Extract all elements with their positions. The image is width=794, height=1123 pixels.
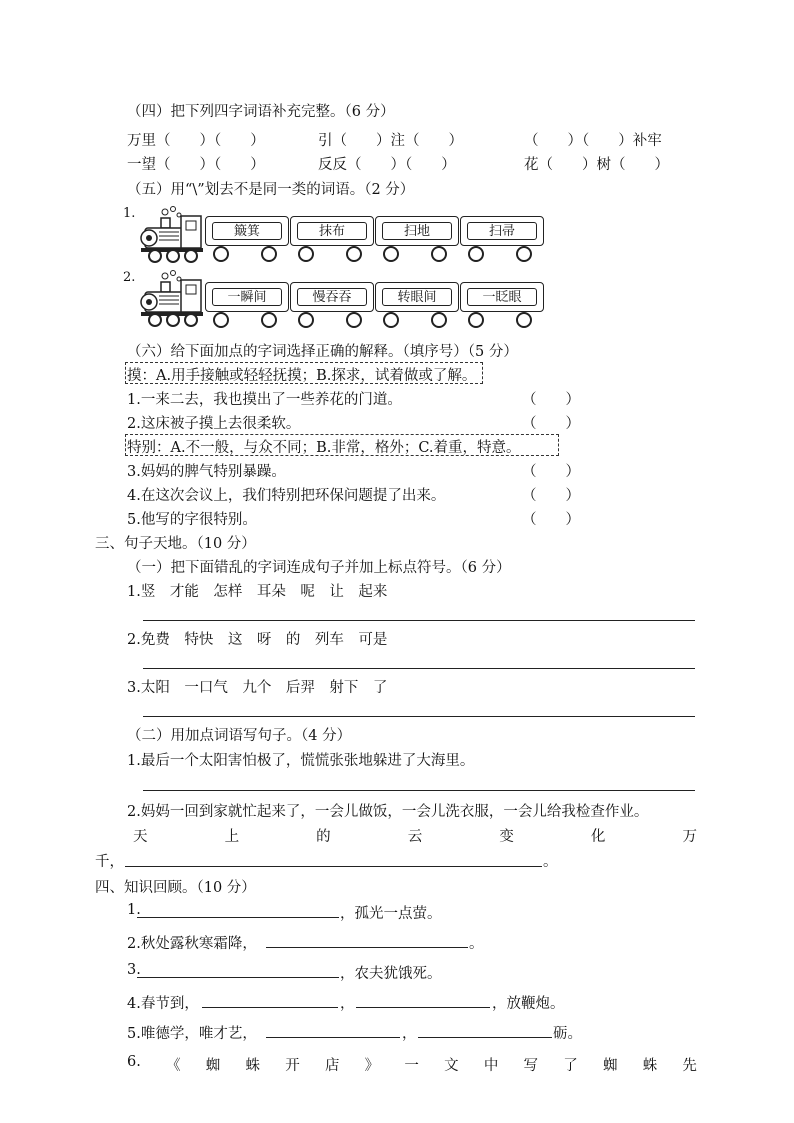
blank-k1[interactable]	[137, 917, 339, 918]
knowledge-1-tail: ，孤光一点萤。	[340, 906, 442, 922]
knowledge-2-head: 2.秋处露秋寒霜降，	[127, 936, 257, 952]
example-2-end: 。	[543, 854, 558, 870]
question-5: 5.他写的字很特别。	[127, 512, 257, 528]
train2-car-4: 一眨眼	[460, 282, 544, 312]
idiom-6: 花（ ）树（ ）	[524, 157, 669, 173]
example-1: 1.最后一个太阳害怕极了，慌慌张张地躲进了大海里。	[127, 753, 475, 769]
wheel	[213, 312, 229, 328]
wheel	[516, 312, 532, 328]
train1-car-2: 抹布	[290, 216, 374, 246]
wheel	[213, 246, 229, 262]
wheel	[261, 312, 277, 328]
wheel	[298, 246, 314, 262]
knowledge-1-num: 1.	[127, 902, 141, 918]
answer-line-5[interactable]	[125, 866, 542, 867]
example-2-continue: 千，	[95, 854, 124, 870]
wheel	[298, 312, 314, 328]
wheel	[383, 312, 399, 328]
idiom-1: 万里（ ）（ ）	[127, 133, 265, 149]
wheel	[468, 312, 484, 328]
wheel	[346, 246, 362, 262]
wheel	[516, 246, 532, 262]
knowledge-3-tail: ，农夫犹饿死。	[340, 966, 442, 982]
example-2-sentence-start: 天 上 的 云 变 化 万	[133, 829, 697, 845]
train2-car-1: 一瞬间	[205, 282, 289, 312]
knowledge-6: 6. 《 蜘 蛛 开 店 》 一 文 中 写 了 蜘 蛛 先	[127, 1054, 697, 1074]
wheel	[431, 246, 447, 262]
wheel	[346, 312, 362, 328]
answer-paren-1[interactable]: （ ）	[522, 392, 580, 408]
knowledge-4-tail: ，放鞭炮。	[492, 996, 565, 1012]
idiom-4: 一望（ ）（ ）	[127, 157, 265, 173]
knowledge-4-head: 4.春节到，	[127, 996, 199, 1012]
example-2: 2.妈妈一回到家就忙起来了，一会儿做饭，一会儿洗衣服，一会儿给我检查作业。	[127, 804, 649, 820]
wheel	[431, 312, 447, 328]
answer-line-3[interactable]	[143, 716, 695, 717]
answer-line-2[interactable]	[143, 668, 695, 669]
knowledge-3-num: 3.	[127, 962, 141, 978]
question-2: 2.这床被子摸上去很柔软。	[127, 416, 301, 432]
train2-car-3: 转眼间	[375, 282, 459, 312]
part3-sub2: （二）用加点词语写句子。（4 分）	[127, 728, 352, 744]
blank-k4b[interactable]	[356, 1007, 490, 1008]
train1-car-4: 扫帚	[460, 216, 544, 246]
answer-paren-4[interactable]: （ ）	[522, 488, 580, 504]
blank-k4a[interactable]	[202, 1007, 338, 1008]
knowledge-2-tail: 。	[469, 936, 484, 952]
wheel	[468, 246, 484, 262]
section4-title: （四）把下列四字词语补充完整。（6 分）	[127, 104, 395, 120]
wheel	[383, 246, 399, 262]
blank-k3[interactable]	[137, 977, 339, 978]
jumbled-2: 2.免费 特快 这 呀 的 列车 可是	[127, 632, 388, 648]
question-1: 1.一来二去，我也摸出了一些养花的门道。	[127, 392, 402, 408]
train2-car-2: 慢吞吞	[290, 282, 374, 312]
answer-line-1[interactable]	[143, 620, 695, 621]
section5-title: （五）用“\”划去不是同一类的词语。（2 分）	[127, 182, 415, 198]
wheel	[261, 246, 277, 262]
definition-mo: 摸：A.用手接触或轻轻抚摸；B.探求，试着做或了解。	[127, 368, 477, 384]
blank-k2[interactable]	[266, 947, 468, 948]
train1-car-1: 簸箕	[205, 216, 289, 246]
answer-paren-2[interactable]: （ ）	[522, 416, 580, 432]
knowledge-5-tail: 砺。	[553, 1026, 582, 1042]
locomotive-1-icon	[137, 206, 207, 264]
blank-k5b[interactable]	[418, 1037, 552, 1038]
part4-title: 四、知识回顾。（10 分）	[95, 880, 256, 896]
train1-number: 1.	[123, 206, 136, 221]
question-4: 4.在这次会议上，我们特别把环保问题提了出来。	[127, 488, 446, 504]
train2-number: 2.	[123, 270, 136, 285]
definition-tebie: 特别：A.不一般，与众不同；B.非常，格外；C.着重，特意。	[127, 440, 521, 456]
part3-sub1: （一）把下面错乱的字词连成句子并加上标点符号。（6 分）	[127, 560, 511, 576]
jumbled-3: 3.太阳 一口气 九个 后羿 射下 了	[127, 680, 388, 696]
locomotive-2-icon	[137, 270, 207, 328]
part3-title: 三、句子天地。（10 分）	[95, 536, 256, 552]
idiom-2: 引（ ）注（ ）	[318, 133, 463, 149]
knowledge-5-head: 5.唯德学，唯才艺，	[127, 1026, 257, 1042]
knowledge-5-mid: ，	[402, 1026, 417, 1042]
section6-title: （六）给下面加点的字词选择正确的解释。（填序号）（5 分）	[127, 344, 518, 360]
jumbled-1: 1.竖 才能 怎样 耳朵 呢 让 起来	[127, 584, 388, 600]
answer-paren-3[interactable]: （ ）	[522, 464, 580, 480]
blank-k5a[interactable]	[266, 1037, 400, 1038]
idiom-3: （ ）（ ）补牢	[524, 133, 662, 149]
train1-car-3: 扫地	[375, 216, 459, 246]
answer-paren-5[interactable]: （ ）	[522, 512, 580, 528]
question-3: 3.妈妈的脾气特别暴躁。	[127, 464, 286, 480]
knowledge-4-mid: ，	[340, 996, 355, 1012]
answer-line-4[interactable]	[143, 790, 695, 791]
idiom-5: 反反（ ）（ ）	[318, 157, 456, 173]
